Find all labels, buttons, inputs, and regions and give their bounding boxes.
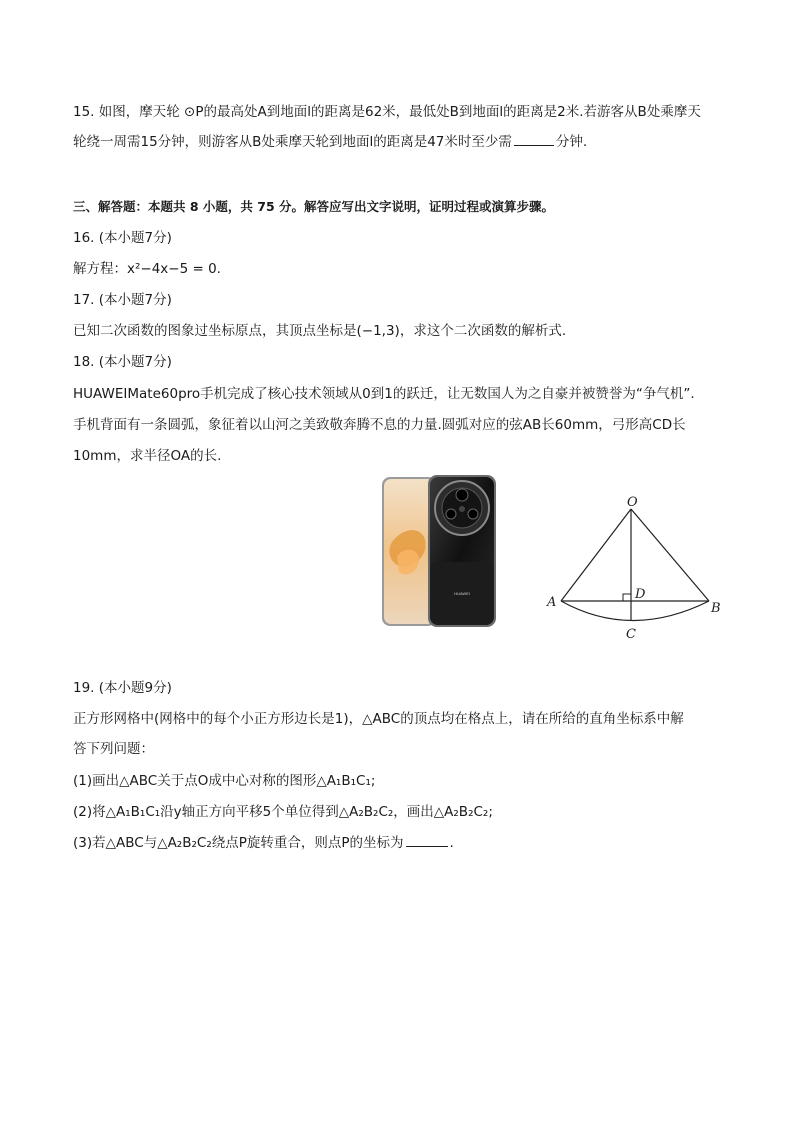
q19-line-2: 答下列问题：: [73, 741, 154, 757]
q18-line-3: 10mm，求半径OA的长.: [73, 448, 222, 464]
right-angle-mark: [623, 594, 631, 601]
segment-OA: [561, 509, 631, 601]
q17-body: 已知二次函数的图象过坐标原点，其顶点坐标是(−1,3)，求这个二次函数的解析式.: [73, 323, 567, 339]
label-B: B: [711, 601, 721, 616]
q18-line-2: 手机背面有一条圆弧，象征着以山河之美致敬奔腾不息的力量.圆弧对应的弦AB长60mm，弓形高CD长: [73, 417, 686, 433]
section-3-heading: 三、解答题：本题共 8 小题，共 75 分。解答应写出文字说明，证明过程或演算步骤。: [73, 199, 555, 214]
label-C: C: [626, 627, 636, 642]
q15-line-2: [73, 133, 587, 151]
camera-lens-right: [468, 509, 478, 519]
arc-ACB: [561, 601, 709, 621]
q15-line-2-text: 轮绕一周需15分钟，则游客从B处乘摩天轮到地面l的距离是47米时至少需: [73, 134, 512, 150]
q16-header: 16. (本小题7分): [73, 230, 172, 246]
huawei-phone-image: [381, 474, 497, 628]
q18-line-1: HUAWEIMate60pro手机完成了核心技术领域从0到1的跃迁，让无数国人为之自豪并被赞誉为“争气机”.: [73, 386, 695, 402]
q19-item-3-end: .: [449, 835, 454, 851]
q19-answer-blank: [406, 834, 448, 847]
q19-item-2: (2)将△A₁B₁C₁沿y轴正方向平移5个单位得到△A₂B₂C₂，画出△A₂B₂C₂;: [73, 804, 493, 820]
q15-answer-blank: [514, 133, 554, 146]
q19-item-3: [73, 834, 454, 852]
phone-brand-text: HUAWEI: [454, 591, 470, 596]
q19-header: 19. (本小题9分): [73, 680, 172, 696]
label-D: D: [635, 587, 646, 602]
q19-item-3-text: (3)若△ABC与△A₂B₂C₂绕点P旋转重合，则点P的坐标为: [73, 835, 404, 851]
camera-lens-left: [446, 509, 456, 519]
camera-flash: [459, 506, 465, 512]
q15-line-2-end: 分钟.: [555, 134, 588, 150]
q15-line-1: 15. 如图，摩天轮 ⊙P的最高处A到地面l的距离是62米，最低处B到地面l的距离是2米.若游客从B处乘摩天: [73, 104, 701, 120]
label-O: O: [627, 495, 638, 510]
q18-header: 18. (本小题7分): [73, 354, 172, 370]
q16-body: 解方程：x²−4x−5 = 0.: [73, 261, 221, 277]
geometry-figure: [540, 490, 730, 642]
camera-lens-top: [456, 489, 468, 501]
q19-line-1: 正方形网格中(网格中的每个小正方形边长是1)，△ABC的顶点均在格点上，请在所给的直角坐标系中解: [73, 711, 684, 727]
label-A: A: [547, 595, 557, 610]
q17-header: 17. (本小题7分): [73, 292, 172, 308]
q19-item-1: (1)画出△ABC关于点O成中心对称的图形△A₁B₁C₁;: [73, 773, 376, 789]
